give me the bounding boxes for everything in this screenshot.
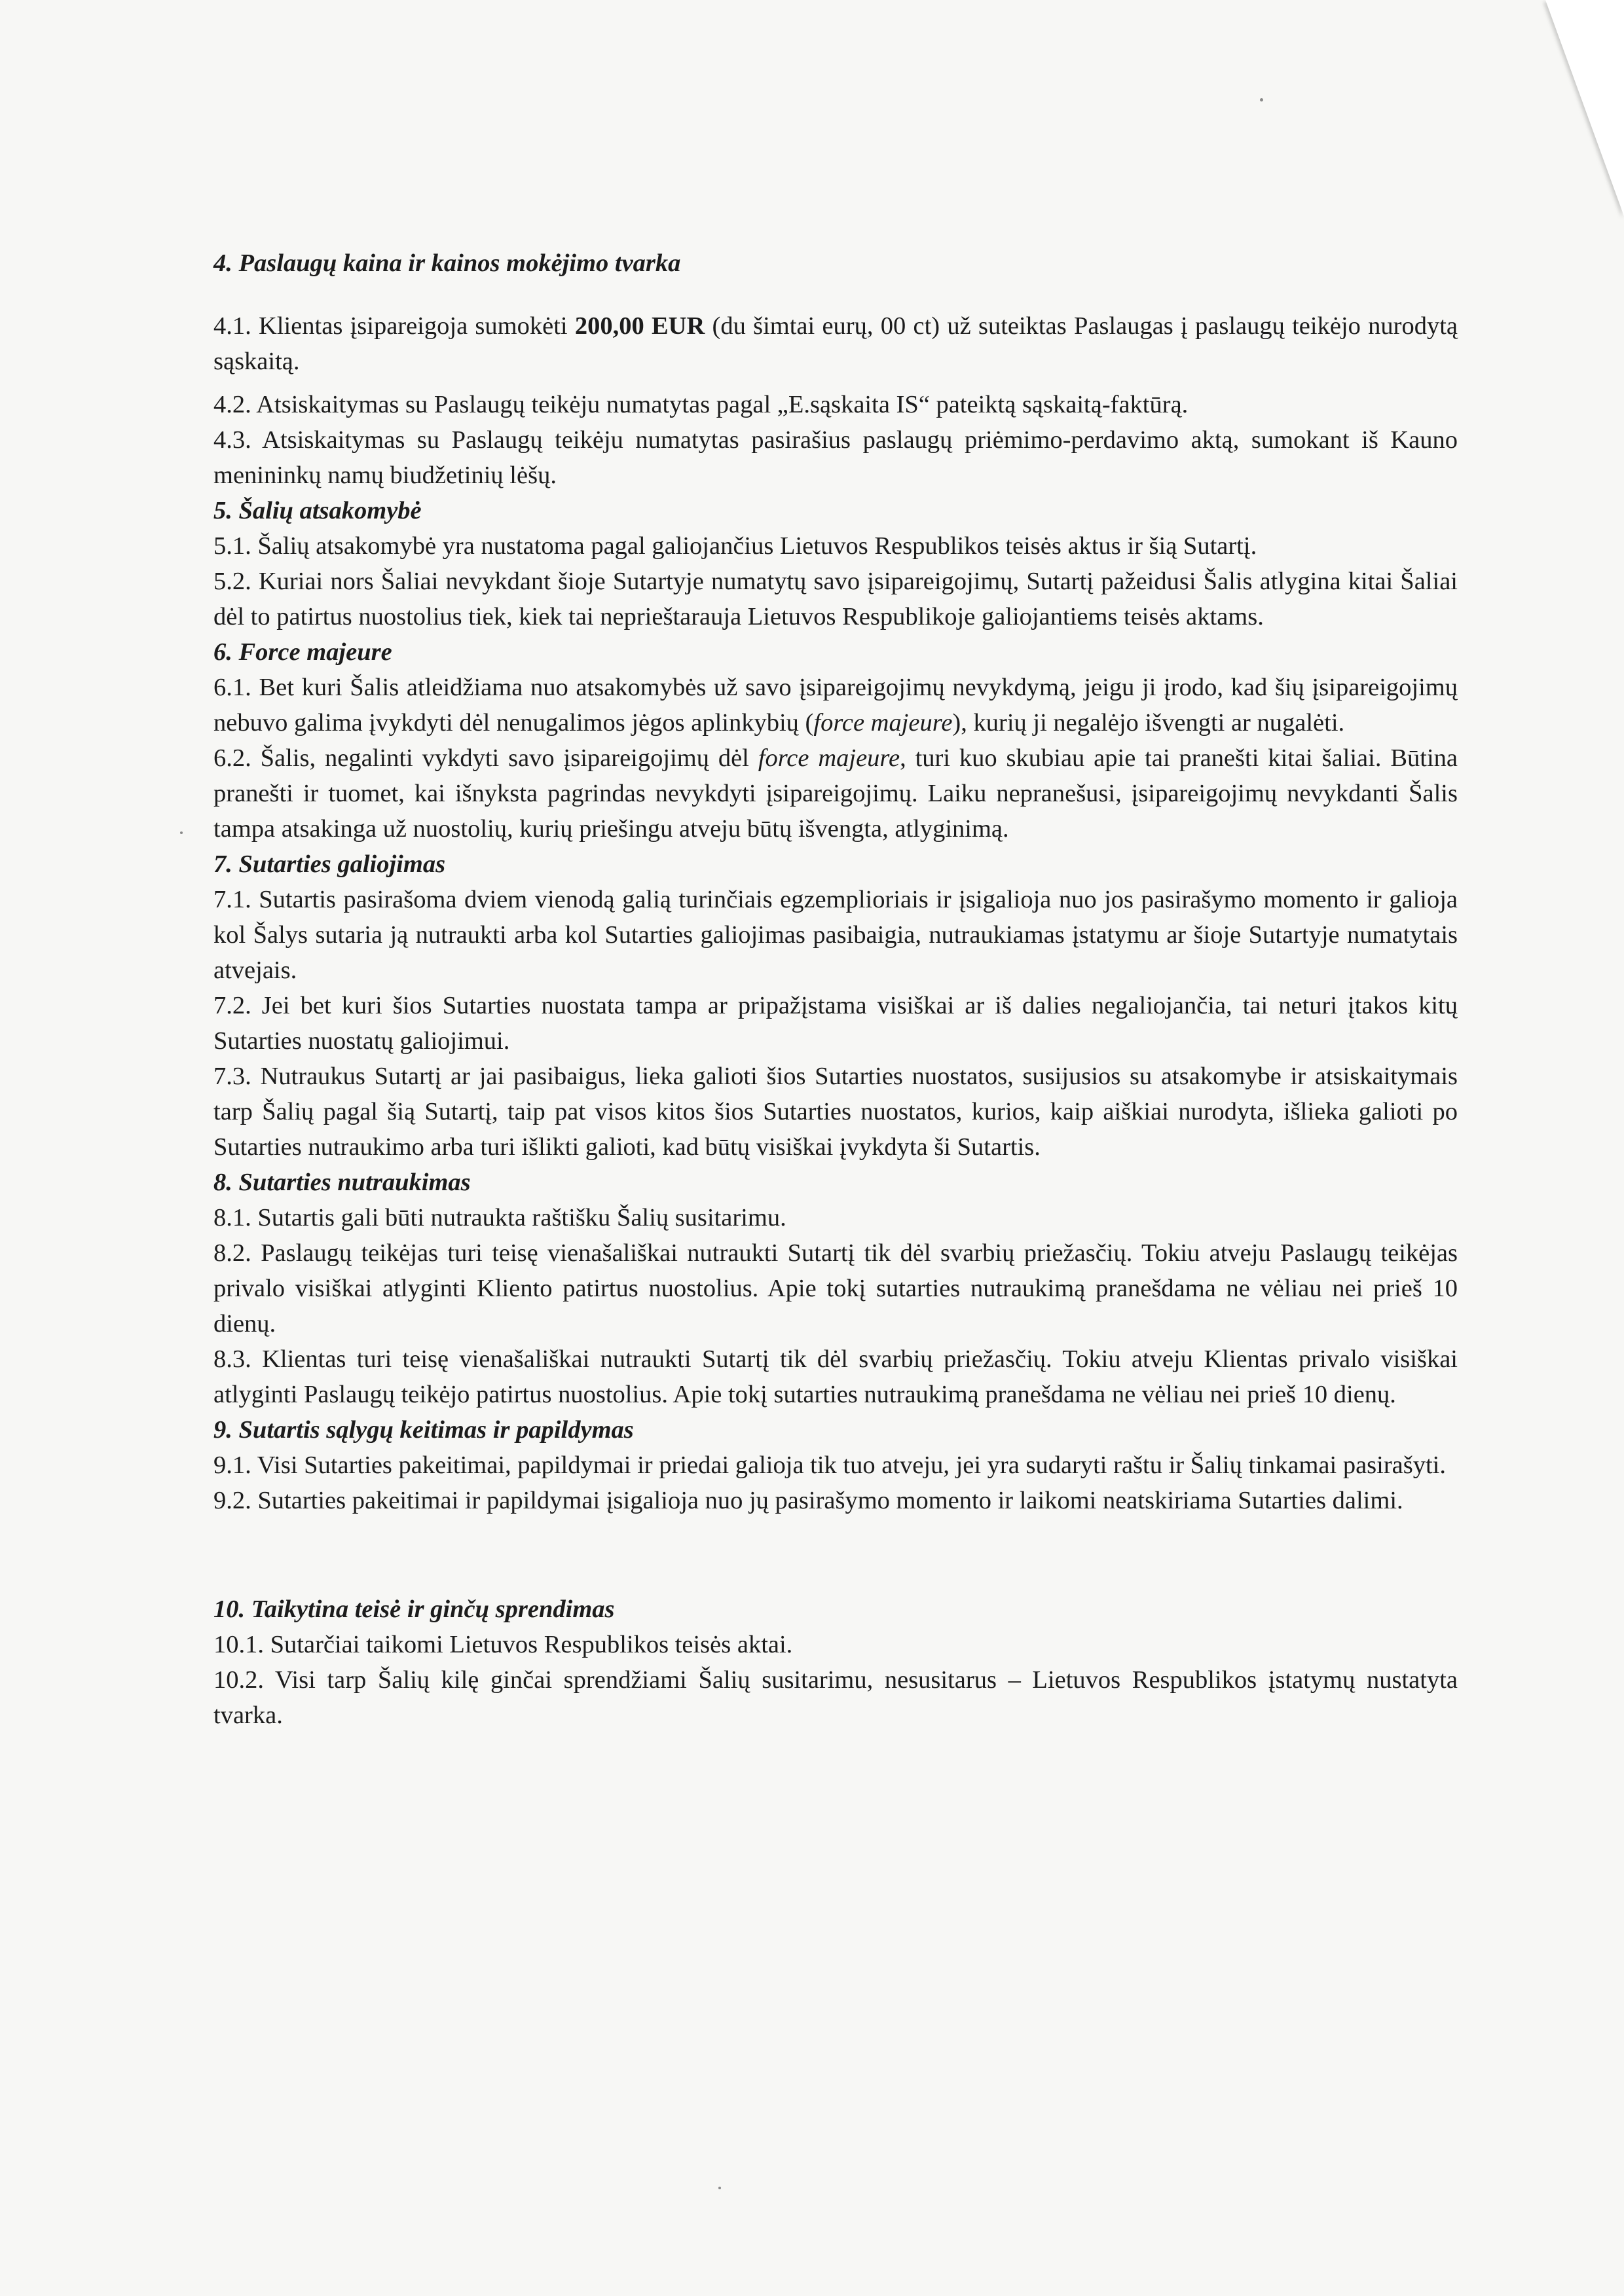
section-force-majeure: [213, 634, 1458, 847]
clause-10-1: 10.1. Sutarčiai taikomi Lietuvos Respublikos teisės aktai.: [213, 1631, 793, 1658]
price-amount: 200,00 EUR: [574, 312, 705, 340]
clause-8-2: 8.2. Paslaugų teikėjas turi teisę vienašališkai nutraukti Sutartį tik dėl svarbių priežasčių. Tokiu atveju Paslaugų teikėjas privalo visiškai atlyginti Kliento patirtus nuostolius. Apie tokį sutarties nutraukimą pranešdama ne vėliau nei prieš 10 dienų.: [213, 1239, 1458, 1338]
clause-6-1: [213, 670, 1458, 740]
scan-speck: [1260, 98, 1263, 101]
clause-8-1: 8.1. Sutartis gali būti nutraukta raštišku Šalių susitarimu.: [213, 1204, 786, 1231]
scan-speck: [718, 2187, 721, 2189]
clause-7-3: 7.3. Nutraukus Sutartį ar jai pasibaigus, lieka galioti šios Sutarties nuostatos, susijusios su atsakomybe ir atsiskaitymais tarp Šalių pagal šią Sutartį, taip pat visos kitos šios Sutarties nuostatos, kurios, kaip aiškiai nurodyta, išlieka galioti po Sutarties nutraukimo arba turi išlikti galioti, kad būtų visiškai įvykdyta ši Sutartis.: [213, 1063, 1458, 1161]
section-title: 4. Paslaugų kaina ir kainos mokėjimo tvarka: [213, 249, 681, 277]
section-law-disputes: [213, 1592, 1458, 1733]
clause-text: 4.1. Klientas įsipareigoja sumokėti: [213, 312, 575, 340]
clause-9-2: 9.2. Sutarties pakeitimai ir papildymai įsigalioja nuo jų pasirašymo momento ir laikomi neatskiriama Sutarties dalimi.: [213, 1487, 1403, 1514]
clause-italic: force majeure: [758, 744, 900, 772]
section-title: 5. Šalių atsakomybė: [213, 497, 422, 524]
contract-page: [213, 246, 1458, 1733]
clause-text: (du šimtai eurų, 00 ct) už suteiktas Paslaugas į paslaugų teikėjo nurodytą sąskaitą.: [213, 312, 1458, 375]
section-validity: [213, 847, 1458, 1165]
clause-7-2: 7.2. Jei bet kuri šios Sutarties nuostata tampa ar pripažįstama visiškai ar iš dalies negaliojančia, tai neturi įtakos kitų Sutarties nuostatų galiojimui.: [213, 992, 1458, 1055]
section-title: 8. Sutarties nutraukimas: [213, 1169, 471, 1196]
folded-page-corner: [1545, 0, 1624, 216]
clause-5-2: 5.2. Kuriai nors Šaliai nevykdant šioje Sutartyje numatytų savo įsipareigojimų, Sutartį pažeidusi Šalis atlygina kitai Šaliai dėl to patirtus nuostolius tiek, kiek tai neprieštarauja Lietuvos Respublikoje galiojantiems teisės aktams.: [213, 568, 1458, 630]
clause-6-2: [213, 740, 1458, 847]
clause-4-2: 4.2. Atsiskaitymas su Paslaugų teikėju numatytas pagal „E.sąskaita IS“ pateiktą sąskaitą-faktūrą.: [213, 391, 1189, 418]
section-title: 7. Sutarties galiojimas: [213, 850, 446, 878]
clause-4-3: 4.3. Atsiskaitymas su Paslaugų teikėju numatytas pasirašius paslaugų priėmimo-perdavimo aktą, sumokant iš Kauno menininkų namų biudžetinių lėšų.: [213, 426, 1458, 489]
section-liability: [213, 493, 1458, 634]
section-title: 10. Taikytina teisė ir ginčų sprendimas: [213, 1595, 615, 1623]
section-termination: [213, 1165, 1458, 1412]
clause-italic: force majeure: [813, 709, 953, 737]
clause-text: , turi kuo skubiau apie tai pranešti kitai šaliai. Būtina pranešti ir tuomet, kai išnyksta pagrindas nevykdyti įsipareigojimų. Laiku nepranešusi, įsipareigojimų nevykdanti Šalis tampa atsakinga už nuostolių, kurių priešingu atveju būtų išvengta, atlyginimą.: [213, 744, 1458, 843]
section-amendments: [213, 1412, 1458, 1518]
clause-text: ), kurių ji negalėjo išvengti ar nugalėti.: [952, 709, 1345, 737]
clause-text: 6.2. Šalis, negalinti vykdyti savo įsipareigojimų dėl: [213, 744, 758, 772]
clause-7-1: 7.1. Sutartis pasirašoma dviem vienodą galią turinčiais egzemplioriais ir įsigalioja nuo jos pasirašymo momento ir galioja kol Šalys sutaria ją nutraukti arba kol Sutarties galiojimas pasibaigia, nutraukiamas įstatymu ar šioje Sutartyje numatytais atvejais.: [213, 886, 1458, 984]
clause-9-1: 9.1. Visi Sutarties pakeitimai, papildymai ir priedai galioja tik tuo atveju, jei yra sudaryti raštu ir Šalių tinkamai pasirašyti.: [213, 1451, 1447, 1479]
clause-8-3: 8.3. Klientas turi teisę vienašališkai nutraukti Sutartį tik dėl svarbių priežasčių. Tokiu atveju Klientas privalo visiškai atlyginti Paslaugų teikėjo patirtus nuostolius. Apie tokį sutarties nutraukimą pranešdama ne vėliau nei prieš 10 dienų.: [213, 1345, 1458, 1408]
section-price: [213, 246, 1458, 493]
section-title: 9. Sutartis sąlygų keitimas ir papildymas: [213, 1416, 634, 1444]
clause-4-1: [213, 308, 1458, 379]
section-title: 6. Force majeure: [213, 638, 392, 666]
clause-text: 6.1. Bet kuri Šalis atleidžiama nuo atsakomybės už savo įsipareigojimų nevykdymą, jeigu ji įrodo, kad šių įsipareigojimų nebuvo galima įvykdyti dėl nenugalimos jėgos aplinkybių (: [213, 674, 1458, 737]
clause-5-1: 5.1. Šalių atsakomybė yra nustatoma pagal galiojančius Lietuvos Respublikos teisės aktus ir šią Sutartį.: [213, 532, 1257, 560]
clause-10-2: 10.2. Visi tarp Šalių kilę ginčai sprendžiami Šalių susitarimu, nesusitarus – Lietuvos Respublikos įstatymų nustatyta tvarka.: [213, 1666, 1458, 1729]
scan-speck: [180, 831, 183, 834]
